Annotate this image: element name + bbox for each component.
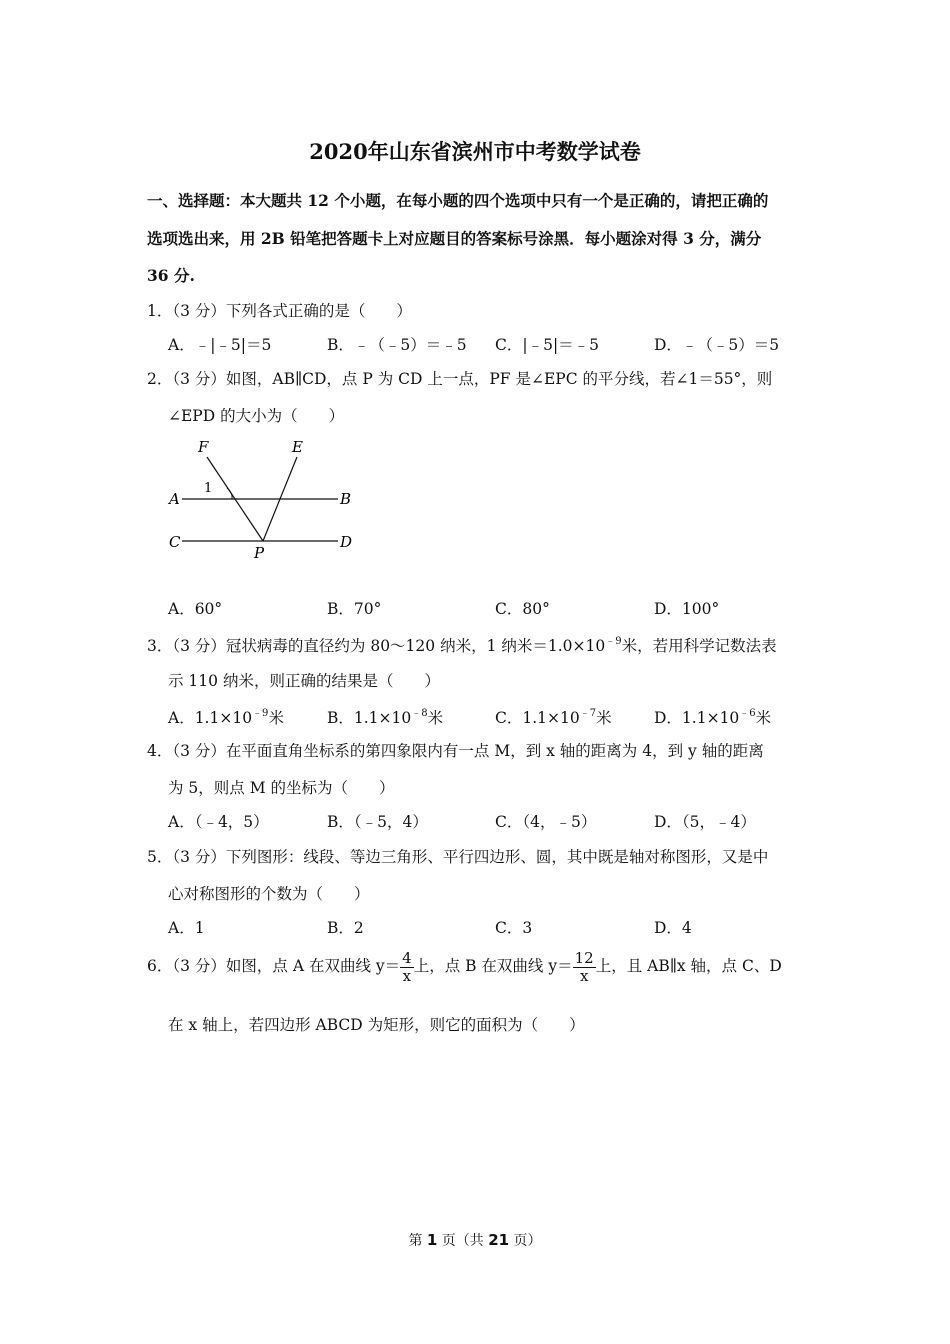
q1-option-c: C．|﹣5|＝﹣5 <box>495 336 600 354</box>
q2-option-c: C．80° <box>495 600 550 618</box>
q2-option-d: D．100° <box>654 600 720 618</box>
question-5-stem-line1: 5．（3 分）下列图形：线段、等边三角形、平行四边形、圆，其中既是轴对称图形，又是中 <box>147 848 769 866</box>
q2-option-b: B．70° <box>327 600 382 618</box>
section-instructions-line3: 36 分. <box>147 266 195 285</box>
q1-option-a: A．﹣|﹣5|＝5 <box>168 336 272 354</box>
fraction-12-over-x: $\frac{12}{x}$ <box>574 949 594 985</box>
q1-option-d: D．﹣（﹣5）＝5 <box>654 336 780 354</box>
q5-option-b: B．2 <box>327 919 364 937</box>
question-3-stem-line2: 示 110 纳米，则正确的结果是（ ） <box>168 672 440 690</box>
parallel-lines-figure <box>160 432 370 567</box>
label-b: B <box>340 490 352 508</box>
q1-option-b: B．﹣（﹣5）＝﹣5 <box>327 336 467 354</box>
label-angle-1: 1 <box>204 481 213 496</box>
page-footer: 第 1 页（共 21 页） <box>408 1231 542 1249</box>
question-2-stem-line2: ∠EPD 的大小为（ ） <box>168 407 345 425</box>
question-6-stem-line1: 6．（3 分）如图，点 A 在双曲线 y＝ $\frac{4}{x}$ 上，点 B 在双曲线 y＝ $\frac{12}{x}$ 上，且 AB∥x 轴，点 C、D <box>147 949 782 985</box>
q4-option-d: D．（5，﹣4） <box>654 813 756 831</box>
q4-option-c: C．（4，﹣5） <box>495 813 597 831</box>
q5-option-d: D．4 <box>654 919 692 937</box>
label-f: F <box>198 438 209 456</box>
question-1-stem: 1．（3 分）下列各式正确的是（ ） <box>147 302 412 320</box>
label-e: E <box>292 438 303 456</box>
q3-option-d: D．$1.1\times 10^{﹣6}$米 <box>654 708 772 727</box>
question-2-stem-line1: 2．（3 分）如图，AB∥CD，点 P 为 CD 上一点，PF 是∠EPC 的平分线，若∠1＝55°，则 <box>147 370 773 388</box>
fraction-4-over-x: $\frac{4}{x}$ <box>402 949 412 985</box>
q5-option-a: A．1 <box>168 919 205 937</box>
q3-option-b: B．$1.1\times 10^{﹣8}$米 <box>327 708 444 727</box>
label-d: D <box>340 533 353 551</box>
question-3-stem-line1: 3．（3 分）冠状病毒的直径约为 80～120 纳米，1 纳米$=1.0\times 10^{﹣9}$米，若用科学记数法表 <box>147 636 777 655</box>
label-c: C <box>169 533 181 551</box>
q2-option-a: A．60° <box>168 600 223 618</box>
label-a: A <box>169 490 180 508</box>
question-4-stem-line1: 4．（3 分）在平面直角坐标系的第四象限内有一点 M，到 x 轴的距离为 4，到 y 轴的距离 <box>147 742 764 760</box>
question-6-stem-line2: 在 x 轴上，若四边形 ABCD 为矩形，则它的面积为（ ） <box>168 1016 585 1034</box>
section-instructions-line2: 选项选出来，用 2B 铅笔把答题卡上对应题目的答案标号涂黑．每小题涂对得 3 分，满分 <box>147 229 762 248</box>
q3-option-a: A．$1.1\times 10^{﹣9}$米 <box>168 708 284 727</box>
q5-option-c: C．3 <box>495 919 533 937</box>
angle-1-arc <box>227 488 232 499</box>
question-5-stem-line2: 心对称图形的个数为（ ） <box>168 885 370 903</box>
q3-option-c: C．$1.1\times 10^{﹣7}$米 <box>495 708 612 727</box>
question-4-stem-line2: 为 5，则点 M 的坐标为（ ） <box>168 779 395 797</box>
page-title: 2020年山东省滨州市中考数学试卷 <box>309 139 641 164</box>
section-instructions-line1: 一、选择题：本大题共 12 个小题，在每小题的四个选项中只有一个是正确的，请把正确的 <box>147 191 769 210</box>
q4-option-b: B．（﹣5，4） <box>327 813 428 831</box>
q4-option-a: A．（﹣4，5） <box>168 813 269 831</box>
label-p: P <box>254 544 265 562</box>
